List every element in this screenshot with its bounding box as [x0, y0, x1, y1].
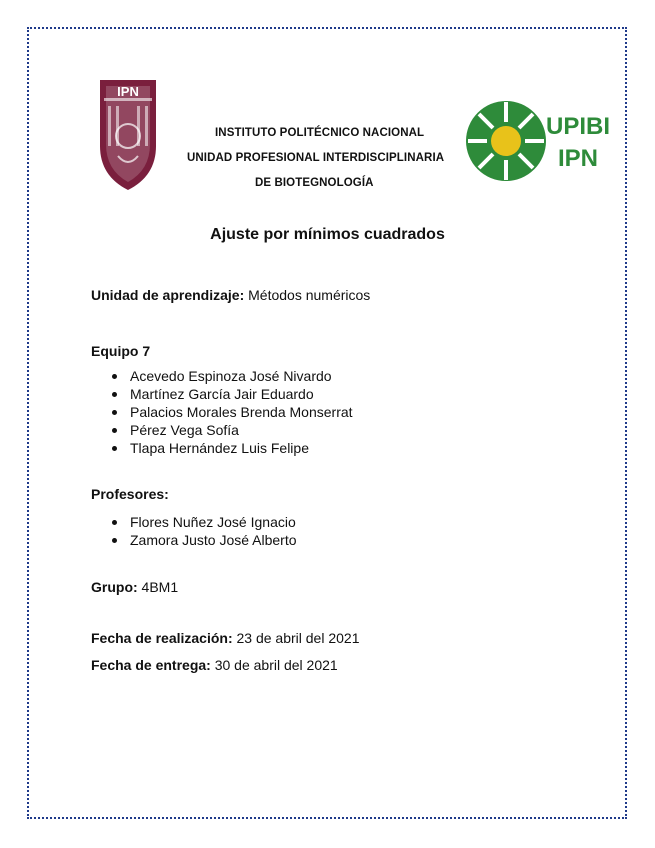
grupo-label: Grupo:	[91, 579, 138, 595]
unit-name-line2: DE BIOTEGNOLOGÍA	[255, 177, 374, 189]
upibi-logo-text: UPIBI	[546, 113, 611, 140]
fecha-realizacion-label: Fecha de realización:	[91, 630, 233, 646]
ipn-crest-icon	[94, 76, 162, 192]
unidad-value: Métodos numéricos	[248, 287, 371, 303]
fecha-entrega-field	[91, 657, 338, 673]
unit-name-line1: UNIDAD PROFESIONAL INTERDISCIPLINARIA	[187, 152, 445, 164]
list-item: Zamora Justo José Alberto	[110, 531, 297, 549]
list-item: Tlapa Hernández Luis Felipe	[110, 439, 353, 457]
equipo-title: Equipo 7	[91, 343, 151, 359]
grupo-field	[91, 579, 178, 595]
list-item: Palacios Morales Brenda Monserrat	[110, 403, 353, 421]
document-title: Ajuste por mínimos cuadrados	[210, 226, 445, 243]
upibi-logo-icon	[466, 98, 614, 184]
list-item: Pérez Vega Sofía	[110, 421, 353, 439]
grupo-value: 4BM1	[141, 579, 179, 595]
fecha-realizacion-value: 23 de abril del 2021	[236, 630, 360, 646]
upibi-logo-subtext: IPN	[558, 145, 599, 172]
ipn-logo-text: IPN	[117, 84, 139, 99]
list-item: Martínez García Jair Eduardo	[110, 385, 353, 403]
unidad-label: Unidad de aprendizaje:	[91, 287, 245, 303]
fecha-entrega-label: Fecha de entrega:	[91, 657, 211, 673]
list-item: Acevedo Espinoza José Nivardo	[110, 367, 353, 385]
profesores-title: Profesores:	[91, 486, 169, 502]
institution-name: INSTITUTO POLITÉCNICO NACIONAL	[215, 127, 425, 139]
list-item: Flores Nuñez José Ignacio	[110, 513, 297, 531]
profesores-list	[110, 513, 297, 549]
fecha-realizacion-field	[91, 630, 360, 646]
equipo-list	[110, 367, 353, 457]
fecha-entrega-value: 30 de abril del 2021	[214, 657, 338, 673]
unidad-field	[91, 287, 370, 303]
